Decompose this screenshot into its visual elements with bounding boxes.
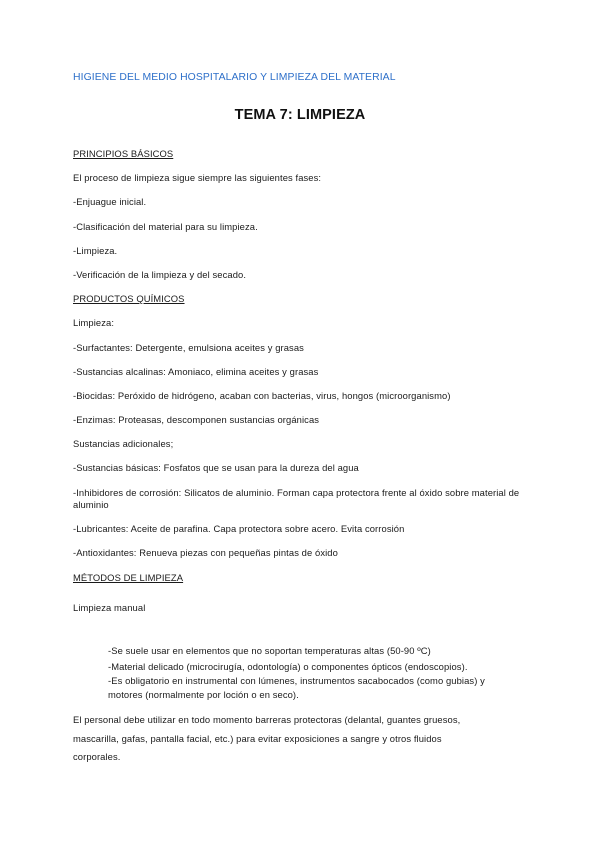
section-heading-productos: PRODUCTOS QUÍMICOS	[73, 293, 185, 304]
adicionales-item: -Lubricantes: Aceite de parafina. Capa protectora sobre acero. Evita corrosión	[73, 523, 405, 534]
principios-item: -Clasificación del material para su limpieza.	[73, 221, 258, 232]
section-heading-principios: PRINCIPIOS BÁSICOS	[73, 148, 174, 159]
principios-intro: El proceso de limpieza sigue siempre las siguientes fases:	[73, 172, 322, 183]
personal-paragraph-line: mascarilla, gafas, pantalla facial, etc.) para evitar exposiciones a sangre y otros fluidos	[73, 733, 442, 744]
principios-item: -Limpieza.	[73, 245, 118, 256]
limpieza-item: -Enzimas: Proteasas, descomponen sustancias orgánicas	[73, 414, 320, 425]
limpieza-label: Limpieza:	[73, 317, 115, 328]
limpieza-item: -Surfactantes: Detergente, emulsiona aceites y grasas	[73, 342, 304, 353]
adicionales-item: -Antioxidantes: Renueva piezas con pequeñas pintas de óxido	[73, 547, 338, 558]
manual-item: motores (normalmente por loción o en seco).	[108, 689, 299, 700]
adicionales-item: -Inhibidores de corrosión: Silicatos de aluminio. Forman capa protectora frente al óxido sobre material de aluminio	[73, 487, 520, 510]
manual-item: -Es obligatorio en instrumental con lúmenes, instrumentos sacabocados (como gubias) y	[108, 675, 485, 686]
adicionales-label: Sustancias adicionales;	[73, 438, 174, 449]
limpieza-item: -Sustancias alcalinas: Amoniaco, elimina aceites y grasas	[73, 366, 319, 377]
adicionales-item: -Sustancias básicas: Fosfatos que se usan para la dureza del agua	[73, 462, 359, 473]
limpieza-item: -Biocidas: Peróxido de hidrógeno, acaban con bacterias, virus, hongos (microorganismo)	[73, 390, 451, 401]
page-title: TEMA 7: LIMPIEZA	[234, 107, 366, 123]
section-heading-metodos: MÉTODOS DE LIMPIEZA	[73, 572, 184, 583]
principios-item: -Enjuague inicial.	[73, 196, 147, 207]
manual-item: -Se suele usar en elementos que no soportan temperaturas altas (50-90 ºC)	[108, 645, 431, 656]
document-header: HIGIENE DEL MEDIO HOSPITALARIO Y LIMPIEZA DEL MATERIAL	[73, 72, 396, 83]
manual-item: -Material delicado (microcirugía, odontología) o componentes ópticos (endoscopios).	[108, 661, 468, 672]
principios-item: -Verificación de la limpieza y del secado.	[73, 269, 247, 280]
personal-paragraph-line: El personal debe utilizar en todo momento barreras protectoras (delantal, guantes gruesos,	[73, 714, 461, 725]
personal-paragraph-line: corporales.	[73, 751, 121, 762]
manual-label: Limpieza manual	[73, 602, 146, 613]
